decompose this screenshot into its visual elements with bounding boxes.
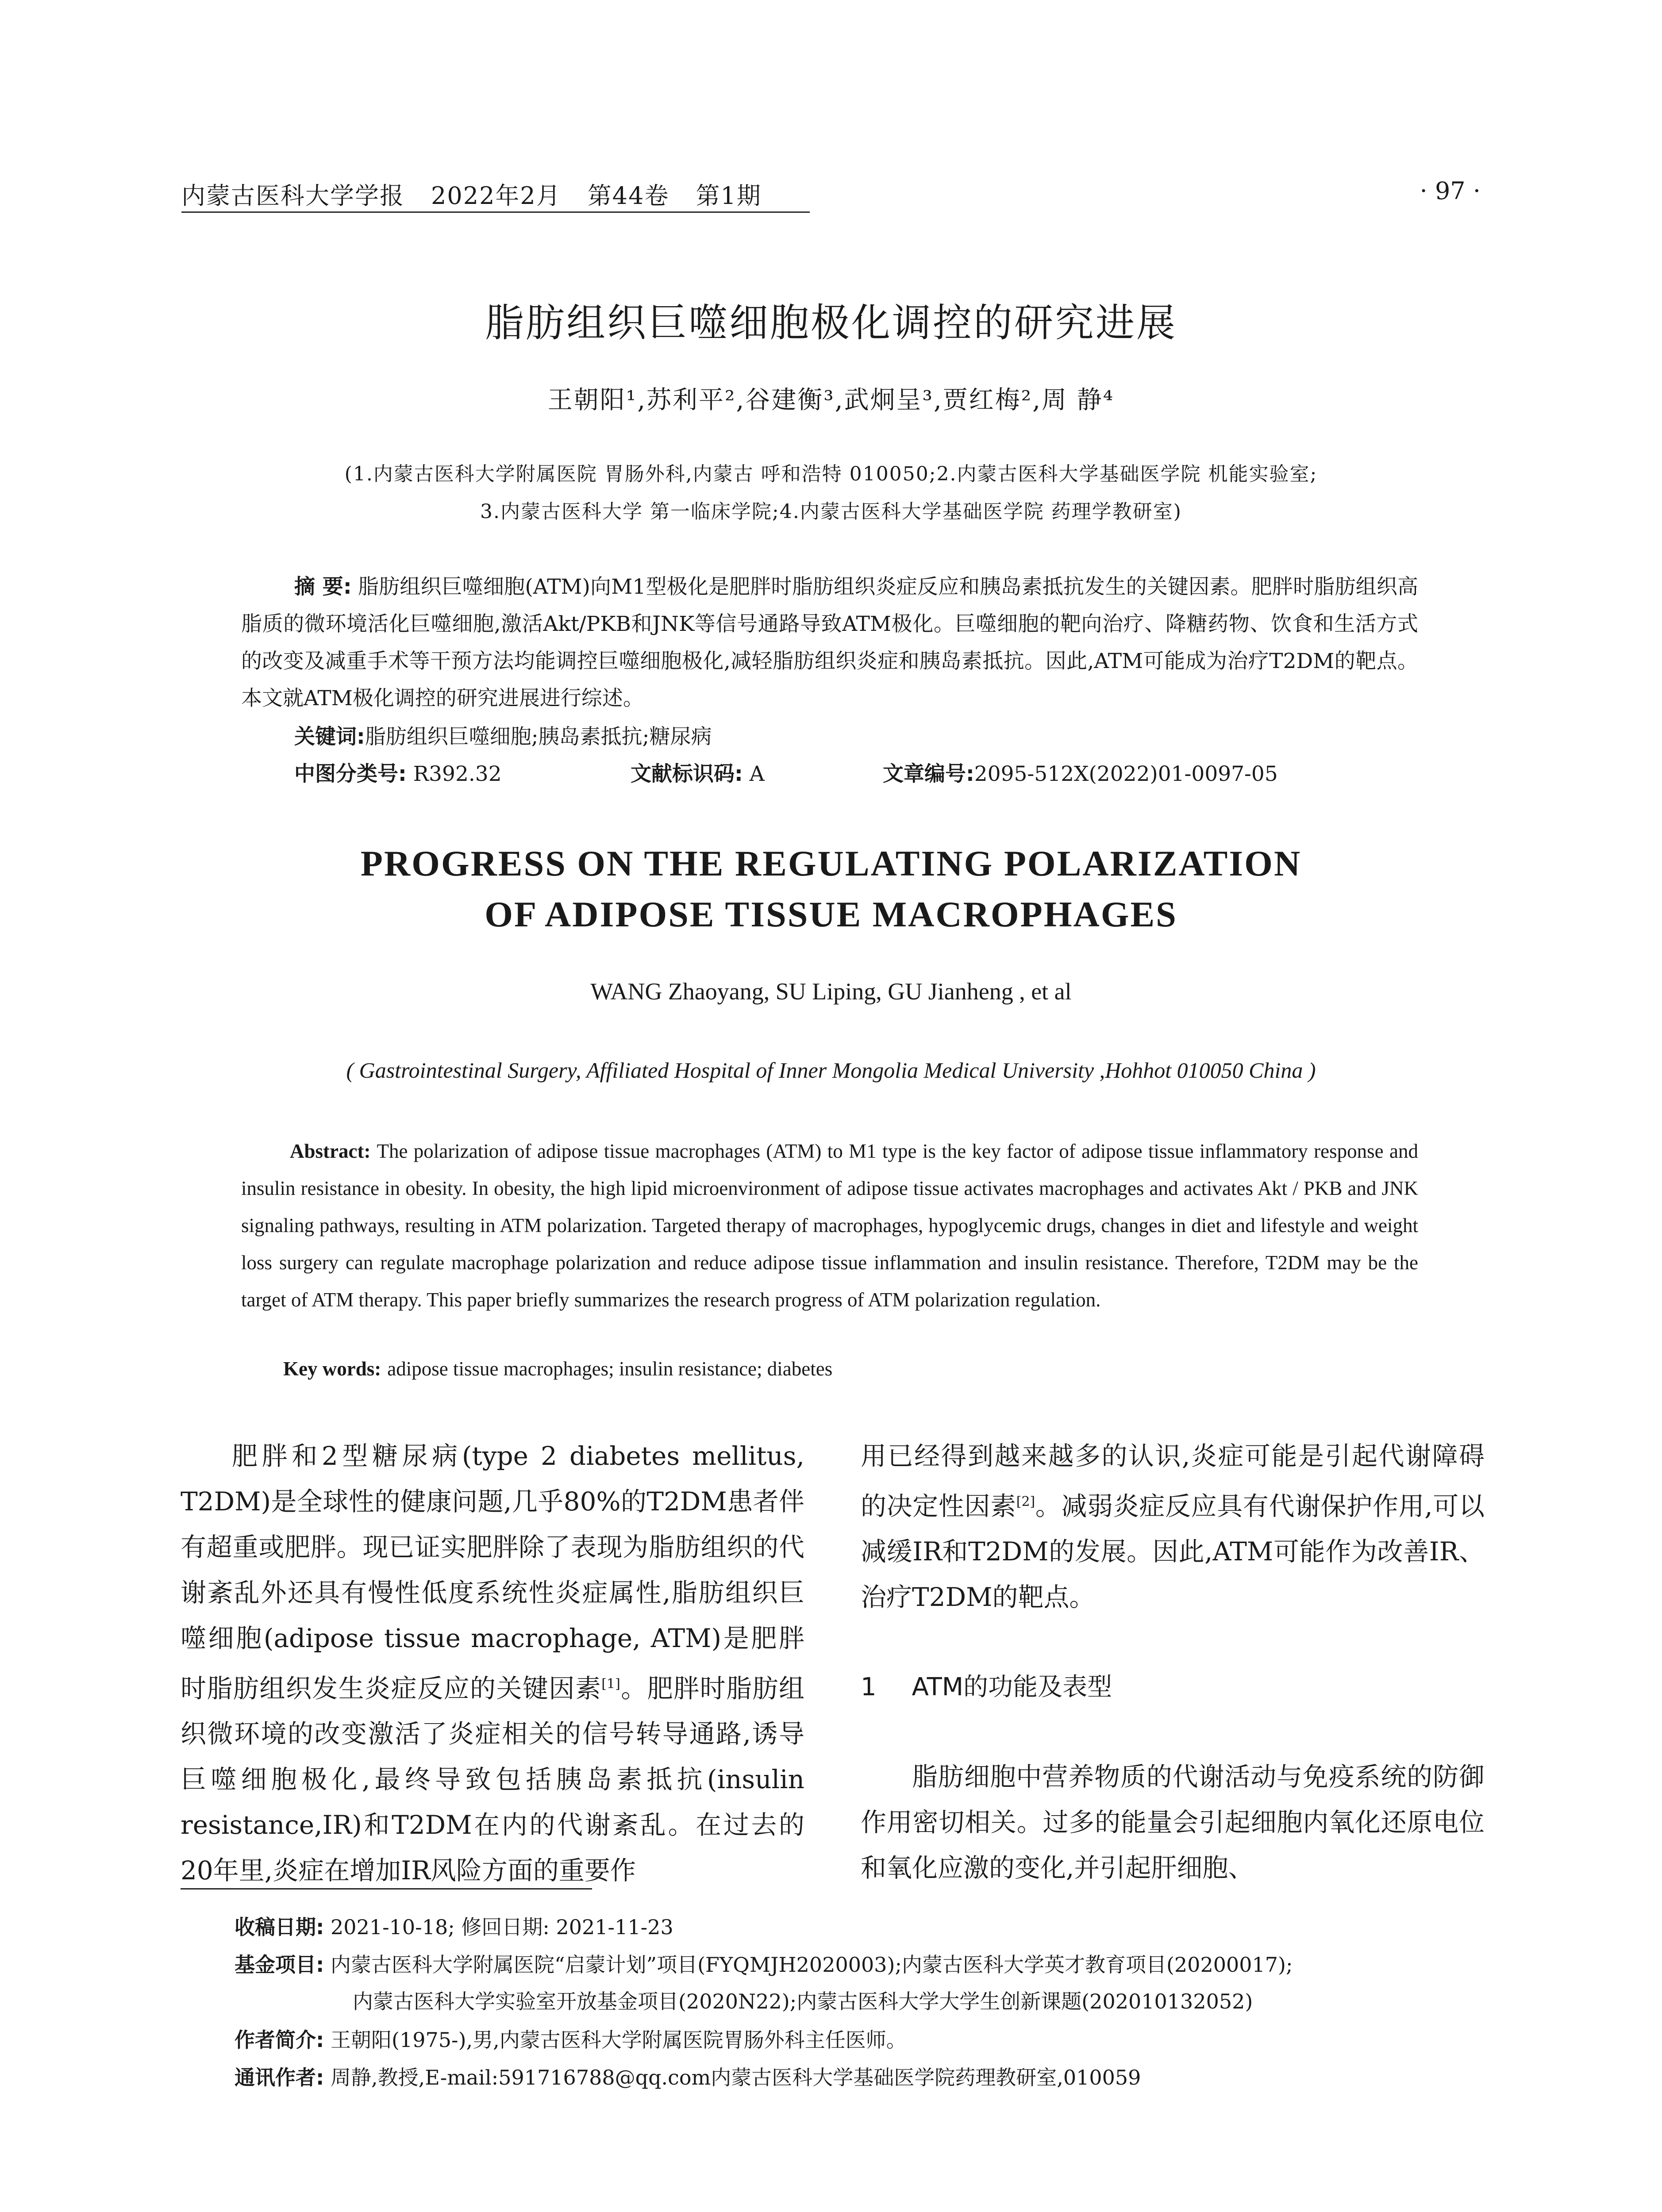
issue: 第1期	[696, 182, 762, 210]
affiliation-cn-line-1: (1.内蒙古医科大学附属医院 胃肠外科,内蒙古 呼和浩特 010050;2.内蒙古医科大学基础医学院 机能实验室;	[344, 463, 1318, 485]
affiliation-en	[0, 1057, 1662, 1083]
received-label: 收稿日期:	[235, 1915, 324, 1939]
footnote-rule	[181, 1888, 592, 1889]
affiliation-cn-line-2: 3.内蒙古医科大学 第一临床学院;4.内蒙古医科大学基础医学院 药理学教研室)	[480, 500, 1182, 523]
keywords-cn-label: 关键词:	[294, 725, 365, 749]
page-number: · 97 ·	[1420, 177, 1481, 205]
corr-label: 通讯作者:	[235, 2066, 324, 2089]
journal-name: 内蒙古医科大学学报	[181, 182, 404, 210]
title-cn: 脂肪组织巨噬细胞极化调控的研究进展	[485, 300, 1177, 346]
citation-1[interactable]: [1]	[601, 1676, 620, 1692]
keywords-cn-text: 脂肪组织巨噬细胞;胰岛素抵抗;糖尿病	[365, 725, 712, 749]
authors-cn: 王朝阳¹,苏利平²,谷建衡³,武炯呈³,贾红梅²,周 静⁴	[547, 386, 1115, 415]
abstract-en-text: The polarization of adipose tissue macrophages (ATM) to M1 type is the key factor of adipose tissue inflammatory response and insulin resistance in obesity. In obesity, the high lipid microenvironment of adipose tissue activates macrophages and activates Akt / PKB and JNK signaling pathways, resulting in ATM polarization. Targeted therapy of macrophages, hypoglycemic drugs, changes in diet and lifestyle and weight loss surgery can regulate macrophage polarization and reduce adipose tissue inflammation and insulin resistance. Therefore, T2DM may be the target of ATM therapy. This paper briefly summarizes the research progress of ATM polarization regulation.	[241, 1140, 1418, 1311]
doc-label: 文献标识码:	[631, 762, 743, 786]
fund-text-1: 内蒙古医科大学附属医院“启蒙计划”项目(FYQMJH2020003);内蒙古医科大学英才教育项目(20200017);	[331, 1953, 1293, 1977]
footnote-fund-continued: 内蒙古医科大学实验室开放基金项目(2020N22);内蒙古医科大学大学生创新课题(202010132052)	[353, 1989, 1253, 2013]
intro-text-3: 用已经得到越来越多的认识,炎症可能是引起代谢障碍的决定性因素	[861, 1441, 1485, 1521]
title-en-line-2: OF ADIPOSE TISSUE MACROPHAGES	[485, 894, 1177, 934]
footnote-author	[235, 2024, 907, 2053]
doc-value: A	[749, 762, 765, 786]
abstract-cn-text: 脂肪组织巨噬细胞(ATM)向M1型极化是肥胖时脂肪组织炎症反应和胰岛素抵抗发生的关键因素。肥胖时脂肪组织高脂质的微环境活化巨噬细胞,激活Akt/PKB和JNK等信号通路导致ATM极化。巨噬细胞的靶向治疗、降糖药物、饮食和生活方式的改变及减重手术等干预方法均能调控巨噬细胞极化,减轻脂肪组织炎症和胰岛素抵抗。因此,ATM可能成为治疗T2DM的靶点。本文就ATM极化调控的研究进展进行综述。	[241, 575, 1418, 710]
abstract-en-label: Abstract:	[290, 1140, 371, 1162]
abstract-en	[241, 1133, 1418, 1318]
section-title: ATM的功能及表型	[912, 1673, 1112, 1702]
footnote-received	[235, 1911, 673, 1940]
intro-text-1: 肥胖和2型糖尿病(type 2 diabetes mellitus, T2DM)是全球性的健康问题,几乎80%的T2DM患者伴有超重或肥胖。现已证实肥胖除了表现为脂肪组织的代谢紊乱外还具有慢性低度系统性炎症属性,脂肪组织巨噬细胞(adipose tissue macrophage, ATM)是肥胖时脂肪组织发生炎症反应的关键因素	[181, 1441, 804, 1704]
article-value: 2095-512X(2022)01-0097-05	[974, 762, 1278, 786]
body-column-right	[861, 1433, 1485, 1891]
intro-text-4: 。减弱炎症反应具有代谢保护作用,可以减缓IR和T2DM的发展。因此,ATM可能作为改善IR、治疗T2DM的靶点。	[861, 1491, 1485, 1613]
author-text: 王朝阳(1975-),男,内蒙古医科大学附属医院胃肠外科主任医师。	[331, 2028, 907, 2052]
header-rule	[181, 211, 810, 213]
clc-value: R392.32	[413, 762, 502, 786]
corr-text: 周静,教授,E-mail:591716788@qq.com内蒙古医科大学基础医学院药理教研室,010059	[331, 2066, 1141, 2089]
running-header-left	[181, 177, 788, 211]
keywords-en-label: Key words:	[283, 1358, 381, 1380]
keywords-cn	[294, 720, 712, 750]
section-1-paragraph: 脂肪细胞中营养物质的代谢活动与免疫系统的防御作用密切相关。过多的能量会引起细胞内氧化还原电位和氧化应激的变化,并引起肝细胞、	[861, 1762, 1485, 1883]
article-number	[883, 757, 1278, 787]
author-label: 作者简介:	[235, 2028, 324, 2052]
fund-label: 基金项目:	[235, 1953, 324, 1977]
intro-paragraph	[181, 1433, 804, 1893]
citation-2[interactable]: [2]	[1016, 1494, 1035, 1509]
article-label: 文章编号:	[883, 762, 974, 786]
body-column-left	[181, 1433, 804, 1893]
document-code	[631, 757, 765, 787]
section-number: 1	[861, 1673, 877, 1702]
intro-paragraph-continued	[861, 1433, 1485, 1620]
footnote-fund	[235, 1949, 1293, 1978]
clc-number	[294, 757, 502, 787]
section-heading-1	[861, 1664, 1485, 1710]
volume: 第44卷	[587, 182, 669, 210]
intro-text-2: 。肥胖时脂肪组织微环境的改变激活了炎症相关的信号转导通路,诱导巨噬细胞极化,最终导致包括胰岛素抵抗(insulin resistance,IR)和T2DM在内的代谢紊乱。在过去的20年里,炎症在增加IR风险方面的重要作	[181, 1673, 804, 1886]
footnote-correspondence	[235, 2062, 1141, 2091]
received-text: 2021-10-18; 修回日期: 2021-11-23	[331, 1915, 673, 1939]
keywords-en-text: adipose tissue macrophages; insulin resistance; diabetes	[387, 1358, 833, 1380]
affiliation-en-text: ( Gastrointestinal Surgery, Affiliated Hospital of Inner Mongolia Medical University ,Hohhot 010050 China )	[346, 1058, 1316, 1083]
abstract-cn	[241, 568, 1418, 717]
abstract-cn-label: 摘 要:	[294, 575, 352, 599]
issue-date: 2022年2月	[431, 182, 561, 210]
keywords-en	[283, 1357, 832, 1380]
authors-en: WANG Zhaoyang, SU Liping, GU Jianheng , et al	[590, 978, 1072, 1005]
title-en-line-1: PROGRESS ON THE REGULATING POLARIZATION	[360, 843, 1302, 883]
clc-label: 中图分类号:	[294, 762, 407, 786]
